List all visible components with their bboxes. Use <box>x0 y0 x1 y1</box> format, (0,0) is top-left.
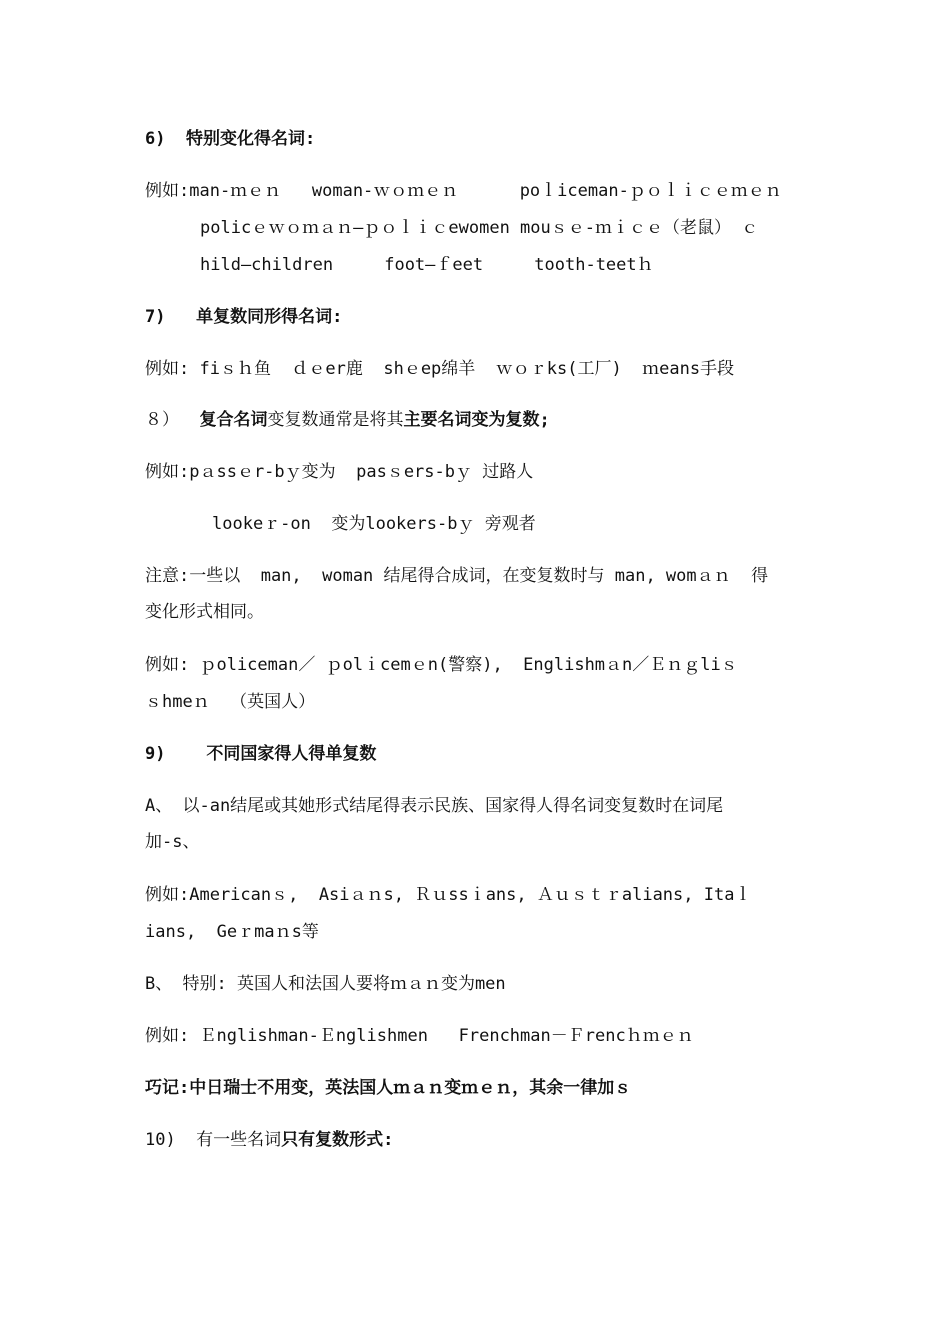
section-7-heading: 7) 单复数同形得名词: <box>145 307 343 327</box>
section-8-example2-line-2: ｓhmeｎ （英国人） <box>145 692 316 712</box>
section-6-example-line-3: hild—children foot—ｆeet tooth-teetｈ <box>200 255 654 275</box>
section-8-note-line-2: 变化形式相同。 <box>145 602 264 622</box>
section-9-a-line-1: A、 以-an结尾或其她形式结尾得表示民族、国家得人得名词变复数时在词尾 <box>145 796 724 816</box>
section-8-example2-line-1: 例如: ｐoliceman／ ｐolｉcemｅn(警察), Englishmａn／Ｅｎｇliｓ <box>145 655 738 675</box>
section-7-example: 例如: fiｓｈ鱼 ｄｅer鹿 shｅep绵羊 ｗｏｒks(工厂) ｍeans手段 <box>145 359 735 379</box>
section-10-heading <box>145 1129 393 1151</box>
section-10-bold: 只有复数形式: <box>281 1130 394 1150</box>
section-8-number: ８） <box>145 410 200 430</box>
section-6-example-line-2: policｅｗｏｍａｎ—ｐｏｌｉｃewomen mouｓｅ-ｍｉｃｅ（老鼠） ｃ <box>200 218 759 238</box>
section-8-heading <box>145 409 550 431</box>
section-10-text: 10) 有一些名词 <box>145 1130 282 1150</box>
section-9-a-example-line-2: ians, Geｒmaｎs等 <box>145 922 319 942</box>
section-9-mnemonic: 巧记:中日瑞士不用变，英法国人ｍａｎ变ｍｅｎ，其余一律加ｓ <box>145 1078 632 1098</box>
section-8-text-1: 变复数通常是将其 <box>267 410 404 430</box>
section-9-a-line-2: 加-s、 <box>145 832 200 852</box>
section-9-a-example-line-1: 例如:Americanｓ, Asiａｎs, Ｒｕssｉans, Ａｕｓｔｒalians, Itaｌ <box>145 885 752 905</box>
section-8-bold-1: 复合名词 <box>199 410 268 430</box>
section-8-note-line-1: 注意:一些以 man, woman 结尾得合成词，在变复数时与 man, womａｎ 得 <box>145 566 769 586</box>
section-6-example-line-1: 例如:man-ｍｅｎ woman-ｗｏｍｅｎ poｌiceman-ｐｏｌｉｃｅｍｅｎ <box>145 181 782 201</box>
section-9-b-line: B、 特别: 英国人和法国人要将ｍａｎ变为men <box>145 974 506 994</box>
section-8-example-line-1: 例如:pａssｅr-bｙ变为 pasｓers-bｙ 过路人 <box>145 462 534 482</box>
section-8-example-line-2: lookeｒ-on 变为lookers-bｙ 旁观者 <box>212 514 536 534</box>
section-9-b-example: 例如: Ｅnglishman-Ｅnglishmen Frenchman－Ｆrencｈｍｅｎ <box>145 1026 694 1046</box>
section-6-heading: 6) 特别变化得名词: <box>145 129 316 149</box>
section-9-heading: 9) 不同国家得人得单复数 <box>145 744 377 764</box>
section-8-bold-2: 主要名词变为复数; <box>403 410 550 430</box>
